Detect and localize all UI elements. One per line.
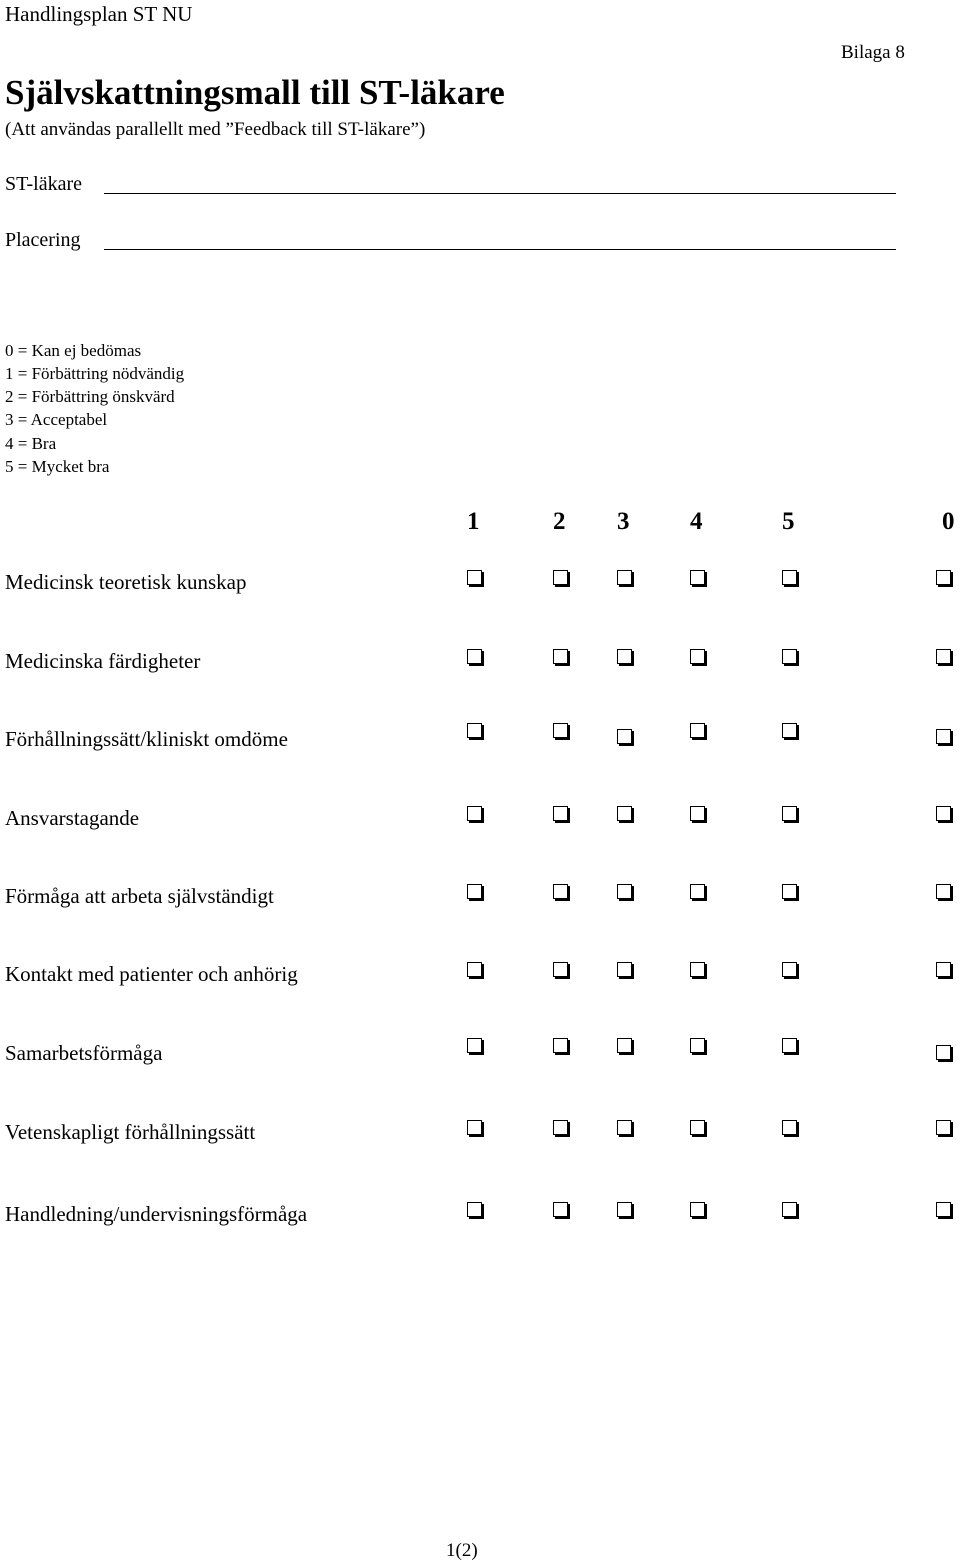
- rating-checkbox-1[interactable]: [467, 1120, 482, 1135]
- legend-item: 5 = Mycket bra: [5, 457, 110, 476]
- rating-checkbox-2[interactable]: [553, 884, 568, 899]
- legend-item: 2 = Förbättring önskvärd: [5, 387, 175, 406]
- document-subtitle: (Att användas parallellt med ”Feedback till ST-läkare”): [5, 119, 426, 140]
- page-number: 1(2): [446, 1540, 478, 1561]
- rating-checkbox-0[interactable]: [936, 1120, 951, 1135]
- rating-checkbox-3[interactable]: [617, 884, 632, 899]
- rating-checkbox-4[interactable]: [690, 649, 705, 664]
- scale-header-2: 2: [553, 508, 566, 535]
- legend-item: 4 = Bra: [5, 434, 57, 453]
- legend-item: 1 = Förbättring nödvändig: [5, 364, 185, 383]
- rating-checkbox-2[interactable]: [553, 806, 568, 821]
- rating-checkbox-4[interactable]: [690, 806, 705, 821]
- rating-checkbox-1[interactable]: [467, 884, 482, 899]
- rating-checkbox-0[interactable]: [936, 962, 951, 977]
- placering-field[interactable]: [104, 249, 896, 250]
- scale-header-3: 3: [617, 508, 630, 535]
- rating-checkbox-0[interactable]: [936, 884, 951, 899]
- criterion-label: Förhållningssätt/kliniskt omdöme: [5, 727, 288, 751]
- rating-checkbox-2[interactable]: [553, 649, 568, 664]
- rating-checkbox-4[interactable]: [690, 962, 705, 977]
- rating-checkbox-2[interactable]: [553, 570, 568, 585]
- rating-checkbox-4[interactable]: [690, 723, 705, 738]
- running-header: Handlingsplan ST NU: [5, 2, 193, 26]
- legend-item: 3 = Acceptabel: [5, 410, 108, 429]
- rating-checkbox-2[interactable]: [553, 723, 568, 738]
- rating-checkbox-3[interactable]: [617, 570, 632, 585]
- criterion-label: Vetenskapligt förhållningssätt: [5, 1120, 256, 1144]
- rating-checkbox-4[interactable]: [690, 570, 705, 585]
- rating-checkbox-1[interactable]: [467, 1038, 482, 1053]
- criterion-label: Handledning/undervisningsförmåga: [5, 1202, 308, 1226]
- rating-checkbox-1[interactable]: [467, 962, 482, 977]
- criterion-label: Samarbetsförmåga: [5, 1041, 163, 1065]
- rating-checkbox-5[interactable]: [782, 884, 797, 899]
- rating-checkbox-0[interactable]: [936, 649, 951, 664]
- rating-checkbox-5[interactable]: [782, 962, 797, 977]
- rating-checkbox-3[interactable]: [617, 806, 632, 821]
- annex-label: Bilaga 8: [841, 42, 905, 63]
- rating-checkbox-1[interactable]: [467, 570, 482, 585]
- rating-checkbox-5[interactable]: [782, 649, 797, 664]
- rating-checkbox-2[interactable]: [553, 1202, 568, 1217]
- criterion-label: Kontakt med patienter och anhörig: [5, 962, 298, 986]
- document-title: Självskattningsmall till ST-läkare: [5, 73, 505, 112]
- rating-checkbox-3[interactable]: [617, 729, 632, 744]
- rating-checkbox-1[interactable]: [467, 806, 482, 821]
- criterion-label: Ansvarstagande: [5, 806, 140, 830]
- placering-label: Placering: [5, 229, 81, 251]
- scale-header-1: 1: [467, 508, 480, 535]
- legend-item: 0 = Kan ej bedömas: [5, 341, 142, 360]
- rating-checkbox-0[interactable]: [936, 806, 951, 821]
- scale-header-0: 0: [942, 508, 955, 535]
- criterion-label: Medicinska färdigheter: [5, 649, 201, 673]
- scale-header-4: 4: [690, 508, 703, 535]
- rating-checkbox-5[interactable]: [782, 806, 797, 821]
- rating-checkbox-0[interactable]: [936, 729, 951, 744]
- rating-checkbox-5[interactable]: [782, 1202, 797, 1217]
- rating-checkbox-2[interactable]: [553, 1038, 568, 1053]
- rating-checkbox-4[interactable]: [690, 1120, 705, 1135]
- scale-header-5: 5: [782, 508, 795, 535]
- rating-checkbox-5[interactable]: [782, 1038, 797, 1053]
- rating-checkbox-5[interactable]: [782, 723, 797, 738]
- criterion-label: Förmåga att arbeta självständigt: [5, 884, 274, 908]
- rating-checkbox-3[interactable]: [617, 1202, 632, 1217]
- rating-checkbox-1[interactable]: [467, 723, 482, 738]
- rating-checkbox-4[interactable]: [690, 1038, 705, 1053]
- rating-checkbox-2[interactable]: [553, 962, 568, 977]
- rating-checkbox-3[interactable]: [617, 1120, 632, 1135]
- rating-checkbox-0[interactable]: [936, 570, 951, 585]
- st-lakare-field[interactable]: [104, 193, 896, 194]
- rating-checkbox-4[interactable]: [690, 1202, 705, 1217]
- rating-checkbox-1[interactable]: [467, 1202, 482, 1217]
- rating-checkbox-3[interactable]: [617, 1038, 632, 1053]
- rating-checkbox-1[interactable]: [467, 649, 482, 664]
- rating-checkbox-4[interactable]: [690, 884, 705, 899]
- rating-checkbox-3[interactable]: [617, 649, 632, 664]
- st-lakare-label: ST-läkare: [5, 173, 83, 195]
- criterion-label: Medicinsk teoretisk kunskap: [5, 570, 247, 594]
- rating-checkbox-0[interactable]: [936, 1202, 951, 1217]
- rating-checkbox-3[interactable]: [617, 962, 632, 977]
- rating-checkbox-2[interactable]: [553, 1120, 568, 1135]
- rating-checkbox-0[interactable]: [936, 1045, 951, 1060]
- rating-checkbox-5[interactable]: [782, 1120, 797, 1135]
- rating-checkbox-5[interactable]: [782, 570, 797, 585]
